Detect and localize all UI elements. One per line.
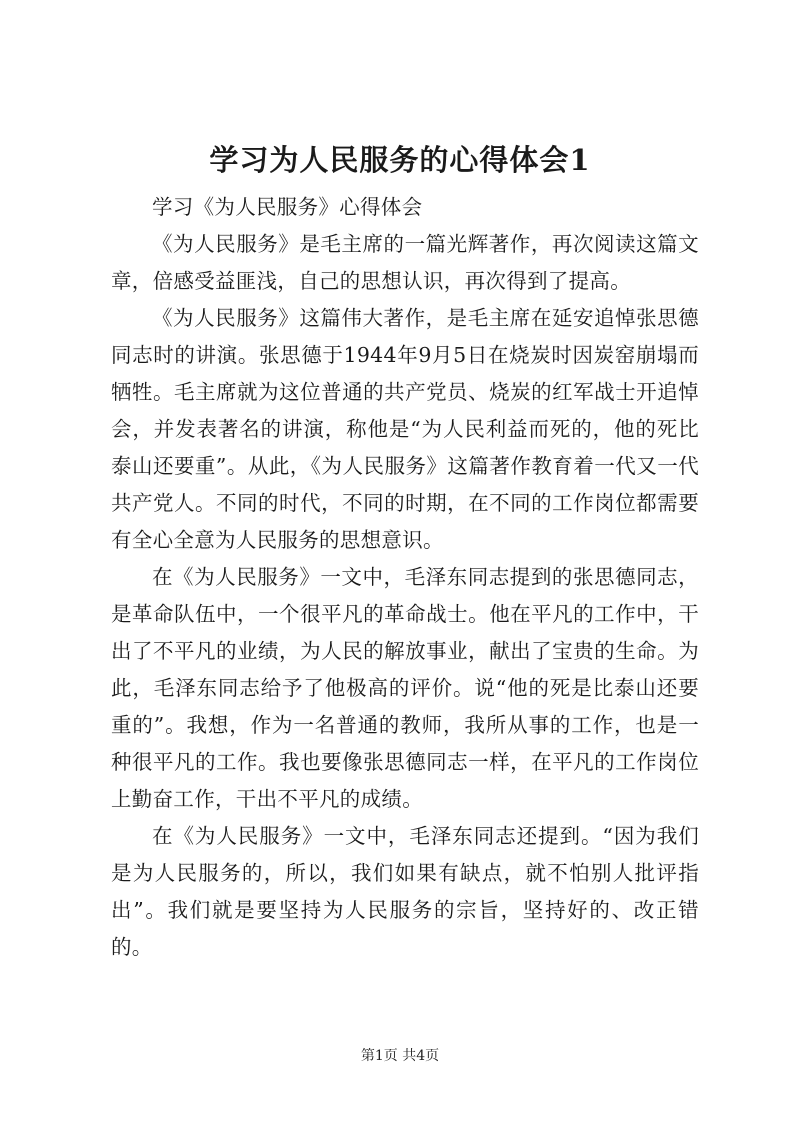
page-number-footer: 第1页 共4页 <box>360 1048 440 1064</box>
paragraph: 在《为人民服务》一文中，毛泽东同志提到的张思德同志，是革命队伍中，一个很平凡的革命战士。他在平凡的工作中，干出了不平凡的业绩，为人民的解放事业，献出了宝贵的生命。为此，毛泽东同志给予了他极高的评价。说“他的死是比泰山还要重的”。我想，作为一名普通的教师，我所从事的工作，也是一种很平凡的工作。我也要像张思德同志一样，在平凡的工作岗位上勤奋工作，干出不平凡的成绩。 <box>111 565 699 811</box>
document-title: 学习为人民服务的心得体会1 <box>209 143 591 177</box>
paragraph-subtitle: 学习《为人民服务》心得体会 <box>152 195 423 219</box>
document-body <box>111 189 699 966</box>
paragraph: 在《为人民服务》一文中，毛泽东同志还提到。“因为我们是为人民服务的，所以，我们如果有缺点，就不怕别人批评指出”。我们就是要坚持为人民服务的宗旨，坚持好的、改正错的。 <box>111 824 699 959</box>
paragraph: 《为人民服务》这篇伟大著作，是毛主席在延安追悼张思德同志时的讲演。张思德于1944年9月5日在烧炭时因炭窑崩塌而牺牲。毛主席就为这位普通的共产党员、烧炭的红军战士开追悼会，并发表著名的讲演，称他是“为人民利益而死的，他的死比泰山还要重”。从此，《为人民服务》这篇著作教育着一代又一代共产党人。不同的时代，不同的时期，在不同的工作岗位都需要有全心全意为人民服务的思想意识。 <box>111 306 699 552</box>
paragraph: 《为人民服务》是毛主席的一篇光辉著作，再次阅读这篇文章，倍感受益匪浅，自己的思想认识，再次得到了提高。 <box>111 232 699 293</box>
